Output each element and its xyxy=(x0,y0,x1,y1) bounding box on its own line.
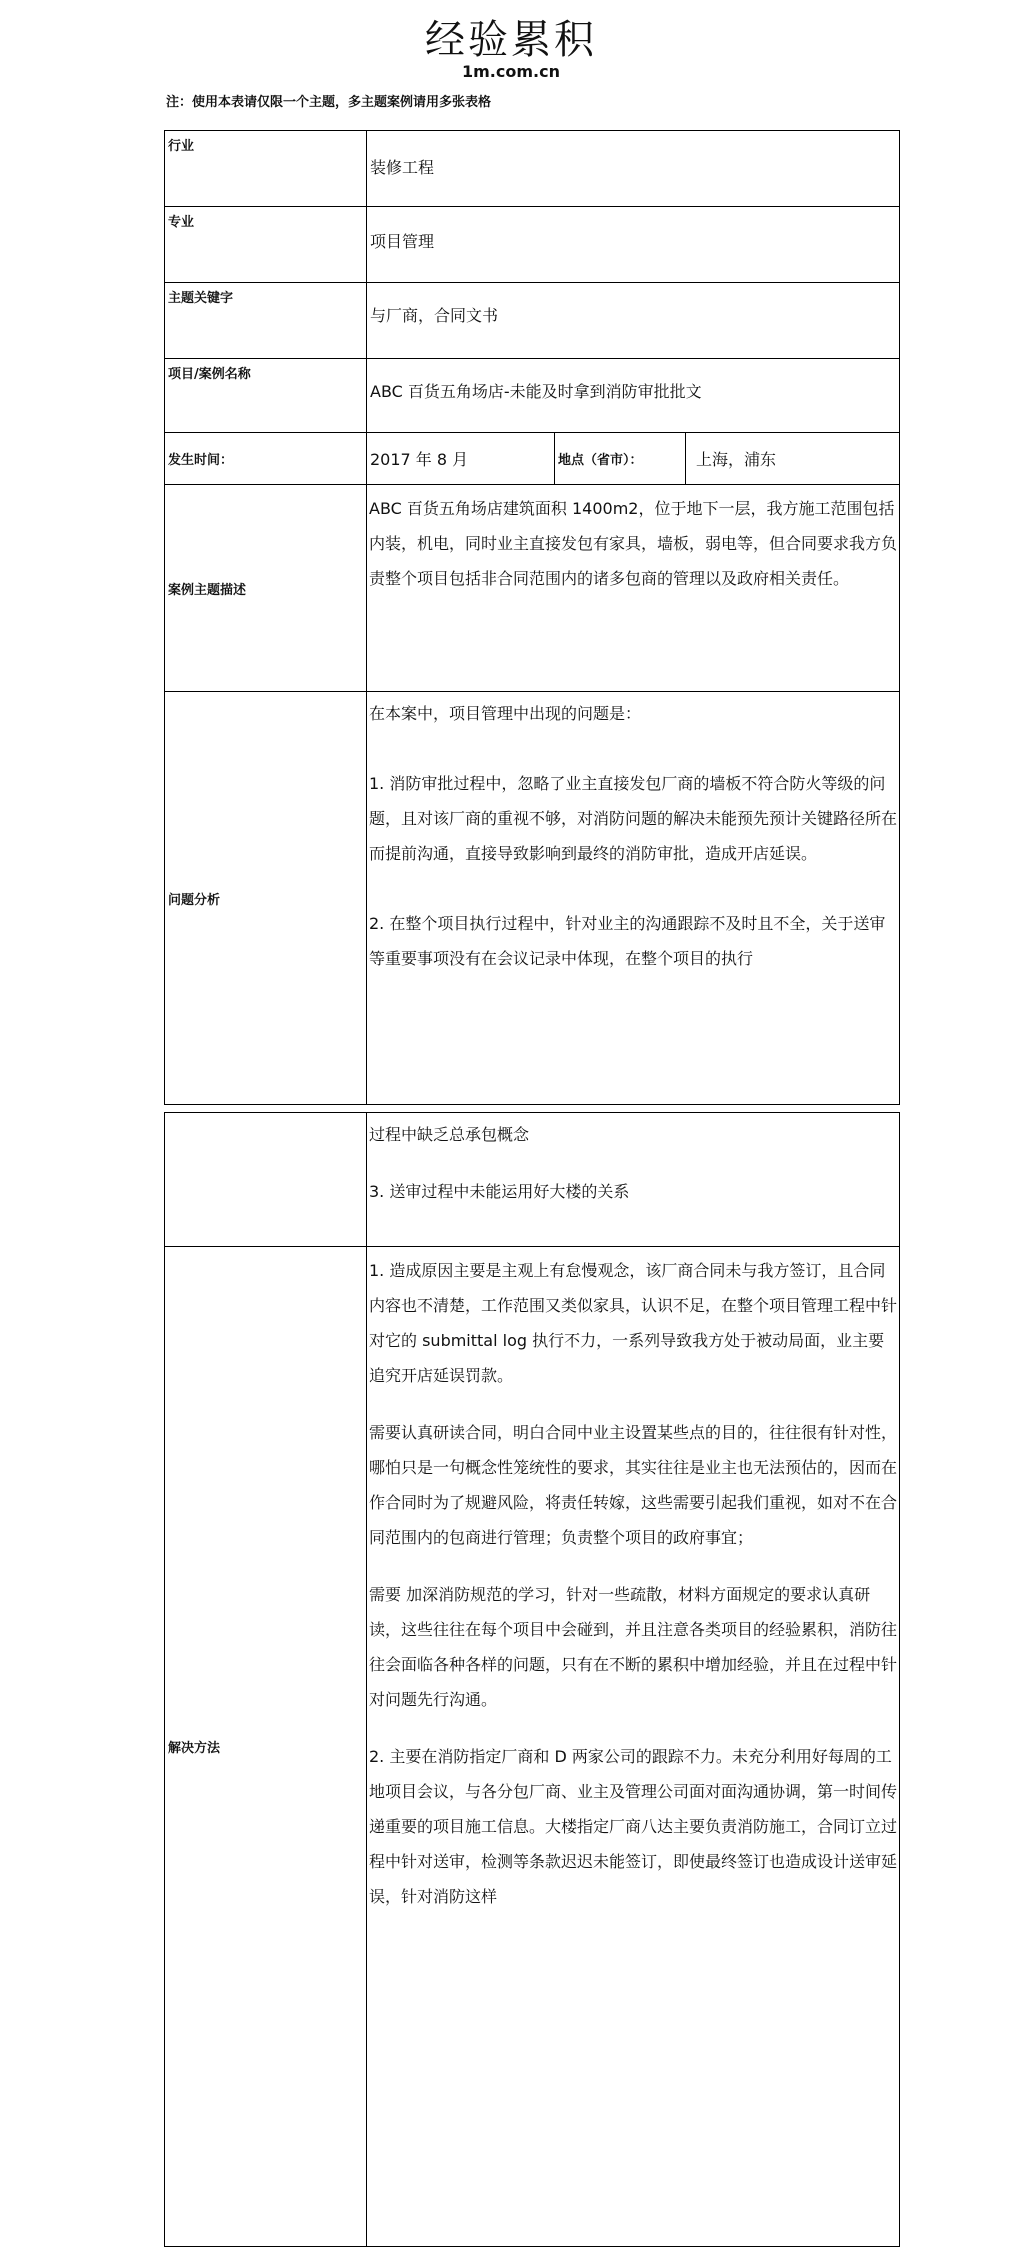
description-label: 案例主题描述 xyxy=(165,485,367,692)
time-label: 发生时间： xyxy=(165,433,367,485)
solution-point-2: 2. 主要在消防指定厂商和 D 两家公司的跟踪不力。未充分利用好每周的工地项目会议，与各分包厂商、业主及管理公司面对面沟通协调，第一时间传递重要的项目施工信息。大楼指定厂商八达主要负责消防施工，合同订立过程中针对送审，检测等条款迟迟未能签订，即使最终签订也造成设计送审延误，针对消防这样 xyxy=(369,1747,898,1906)
case-table-part-2 xyxy=(164,1112,900,2247)
place-value: 上海，浦东 xyxy=(686,433,900,485)
analysis-continued-label xyxy=(165,1113,367,1247)
solution-point-1: 1. 造成原因主要是主观上有怠慢观念，该厂商合同未与我方签订，且合同内容也不清楚，工作范围又类似家具，认识不足，在整个项目管理工程中针对它的 submittal log 执行不力，一系列导致我方处于被动局面，业主要追究开店延误罚款。 xyxy=(369,1261,898,1385)
analysis-continued-cell xyxy=(367,1113,900,1247)
row-occurrence xyxy=(165,433,900,485)
solution-paragraph-2: 需要认真研读合同，明白合同中业主设置某些点的目的，往往很有针对性，哪怕只是一句概念性笼统性的要求，其实往往是业主也无法预估的，因而在作合同时为了规避风险，将责任转嫁，这些需要引起我们重视，如对不在合同范围内的包商进行管理；负责整个项目的政府事宜； xyxy=(369,1423,898,1547)
project-name-value: ABC 百货五角场店-未能及时拿到消防审批批文 xyxy=(367,359,900,433)
row-description xyxy=(165,485,900,692)
row-discipline xyxy=(165,207,900,283)
row-industry xyxy=(165,131,900,207)
analysis-point-2: 2. 在整个项目执行过程中，针对业主的沟通跟踪不及时且不全，关于送审等重要事项没有在会议记录中体现，在整个项目的执行 xyxy=(369,914,886,968)
row-keywords xyxy=(165,283,900,359)
solution-paragraph-3: 需要 加深消防规范的学习，针对一些疏散，材料方面规定的要求认真研读，这些往往在每个项目中会碰到，并且注意各类项目的经验累积，消防往往会面临各种各样的问题，只有在不断的累积中增加经验，并且在过程中针对问题先行沟通。 xyxy=(369,1585,898,1709)
analysis-cell xyxy=(367,692,900,1105)
place-label: 地点（省市）： xyxy=(555,433,686,485)
discipline-value: 项目管理 xyxy=(367,207,900,283)
site-watermark: 1m.com.cn xyxy=(462,62,560,81)
industry-value: 装修工程 xyxy=(367,131,900,207)
project-name-label: 项目/案例名称 xyxy=(165,359,367,433)
keywords-value: 与厂商，合同文书 xyxy=(367,283,900,359)
analysis-point-1: 1. 消防审批过程中，忽略了业主直接发包厂商的墙板不符合防火等级的问题，且对该厂商的重视不够，对消防问题的解决未能预先预计关键路径所在而提前沟通，直接导致影响到最终的消防审批，造成开店延误。 xyxy=(369,774,898,863)
time-value: 2017 年 8 月 xyxy=(367,433,555,485)
row-solution xyxy=(165,1247,900,2247)
description-cell xyxy=(367,485,900,692)
row-project-name xyxy=(165,359,900,433)
analysis-point-2-continued: 过程中缺乏总承包概念 xyxy=(369,1125,530,1144)
keywords-label: 主题关键字 xyxy=(165,283,367,359)
usage-note: 注：使用本表请仅限一个主题，多主题案例请用多张表格 xyxy=(166,95,492,110)
analysis-point-3: 3. 送审过程中未能运用好大楼的关系 xyxy=(369,1182,630,1201)
case-table-part-1 xyxy=(164,130,900,1105)
page-title: 经验累积 xyxy=(425,17,597,63)
discipline-label: 专业 xyxy=(165,207,367,283)
solution-label: 解决方法 xyxy=(165,1247,367,2247)
industry-label: 行业 xyxy=(165,131,367,207)
analysis-intro: 在本案中，项目管理中出现的问题是： xyxy=(369,704,642,723)
row-analysis-continued xyxy=(165,1113,900,1247)
description-text: ABC 百货五角场店建筑面积 1400m2，位于地下一层，我方施工范围包括内装，机电，同时业主直接发包有家具，墙板，弱电等，但合同要求我方负责整个项目包括非合同范围内的诸多包商的管理以及政府相关责任。 xyxy=(369,499,898,588)
analysis-label: 问题分析 xyxy=(165,692,367,1105)
solution-cell xyxy=(367,1247,900,2247)
row-analysis xyxy=(165,692,900,1105)
